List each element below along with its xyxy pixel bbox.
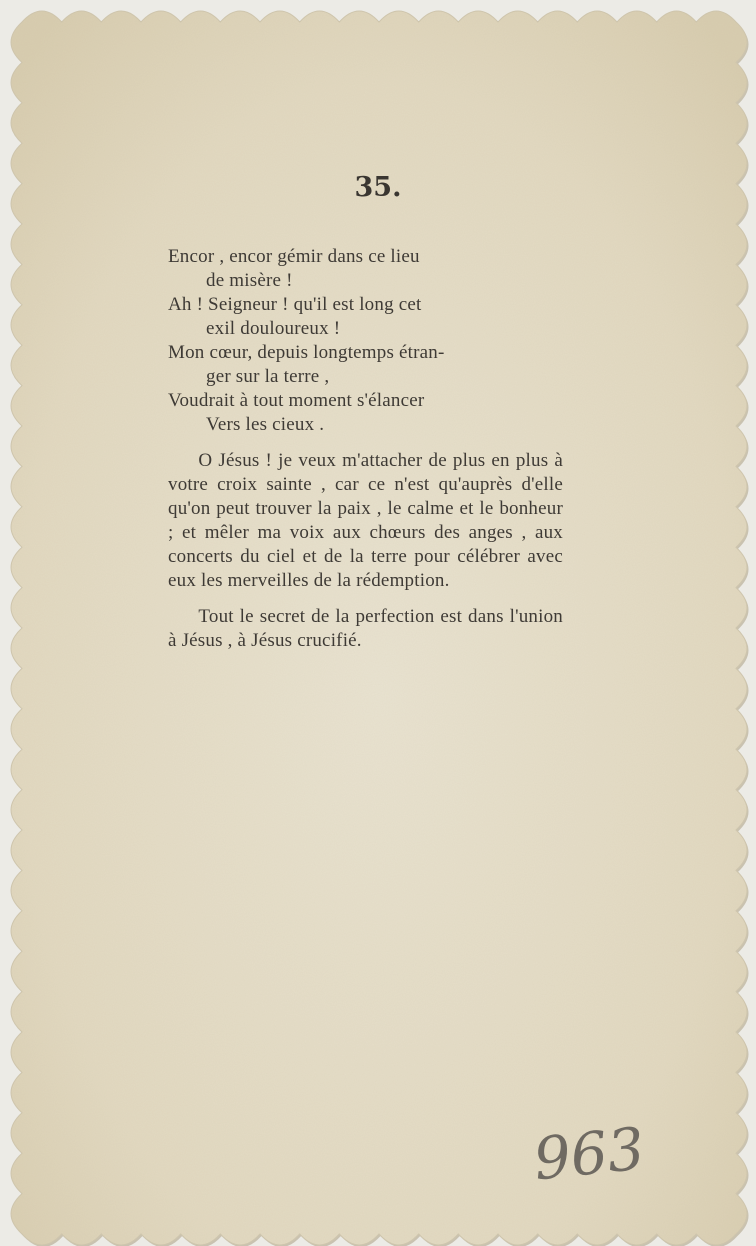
poem-stanza bbox=[168, 293, 563, 341]
poem-line-first: Mon cœur, depuis longtemps étran- bbox=[168, 342, 445, 363]
poem-line-continuation: ger sur la terre , bbox=[206, 366, 330, 387]
poem-line-first: Voudrait à tout moment s'élancer bbox=[168, 390, 425, 411]
card-text bbox=[168, 245, 563, 653]
page-number: 35. bbox=[354, 172, 402, 203]
poem-stanza bbox=[168, 389, 563, 437]
poem-line bbox=[168, 341, 563, 389]
poem-line-continuation: exil douloureux ! bbox=[206, 318, 341, 339]
poem-line-continuation: de misère ! bbox=[206, 270, 293, 291]
poem-line-first: Encor , encor gémir dans ce lieu bbox=[168, 246, 420, 267]
poem-stanza bbox=[168, 245, 563, 293]
poem-line-first: Ah ! Seigneur ! qu'il est long cet bbox=[168, 294, 422, 315]
prose-paragraph-perfection: Tout le secret de la perfection est dans l'union à Jésus , à Jésus crucifié. bbox=[168, 606, 563, 651]
handwritten-number-text: 963 bbox=[530, 1114, 648, 1194]
prose-paragraph-prayer: O Jésus ! je veux m'attacher de plus en plus à votre croix sainte , car ce n'est qu'auprès d'elle qu'on peut trouver la paix , le calme et le bonheur ; et mêler ma voix aux chœurs des anges , aux concerts du ciel et de la terre pour célébrer avec eux les merveilles de la rédemption. bbox=[168, 450, 563, 591]
poem-line bbox=[168, 245, 563, 293]
handwritten-inventory-number bbox=[528, 1112, 668, 1202]
poem-line-continuation: Vers les cieux . bbox=[206, 414, 325, 435]
poem-line bbox=[168, 293, 563, 341]
poem-stanza bbox=[168, 341, 563, 389]
poem-line bbox=[168, 389, 563, 437]
poem bbox=[168, 245, 563, 437]
